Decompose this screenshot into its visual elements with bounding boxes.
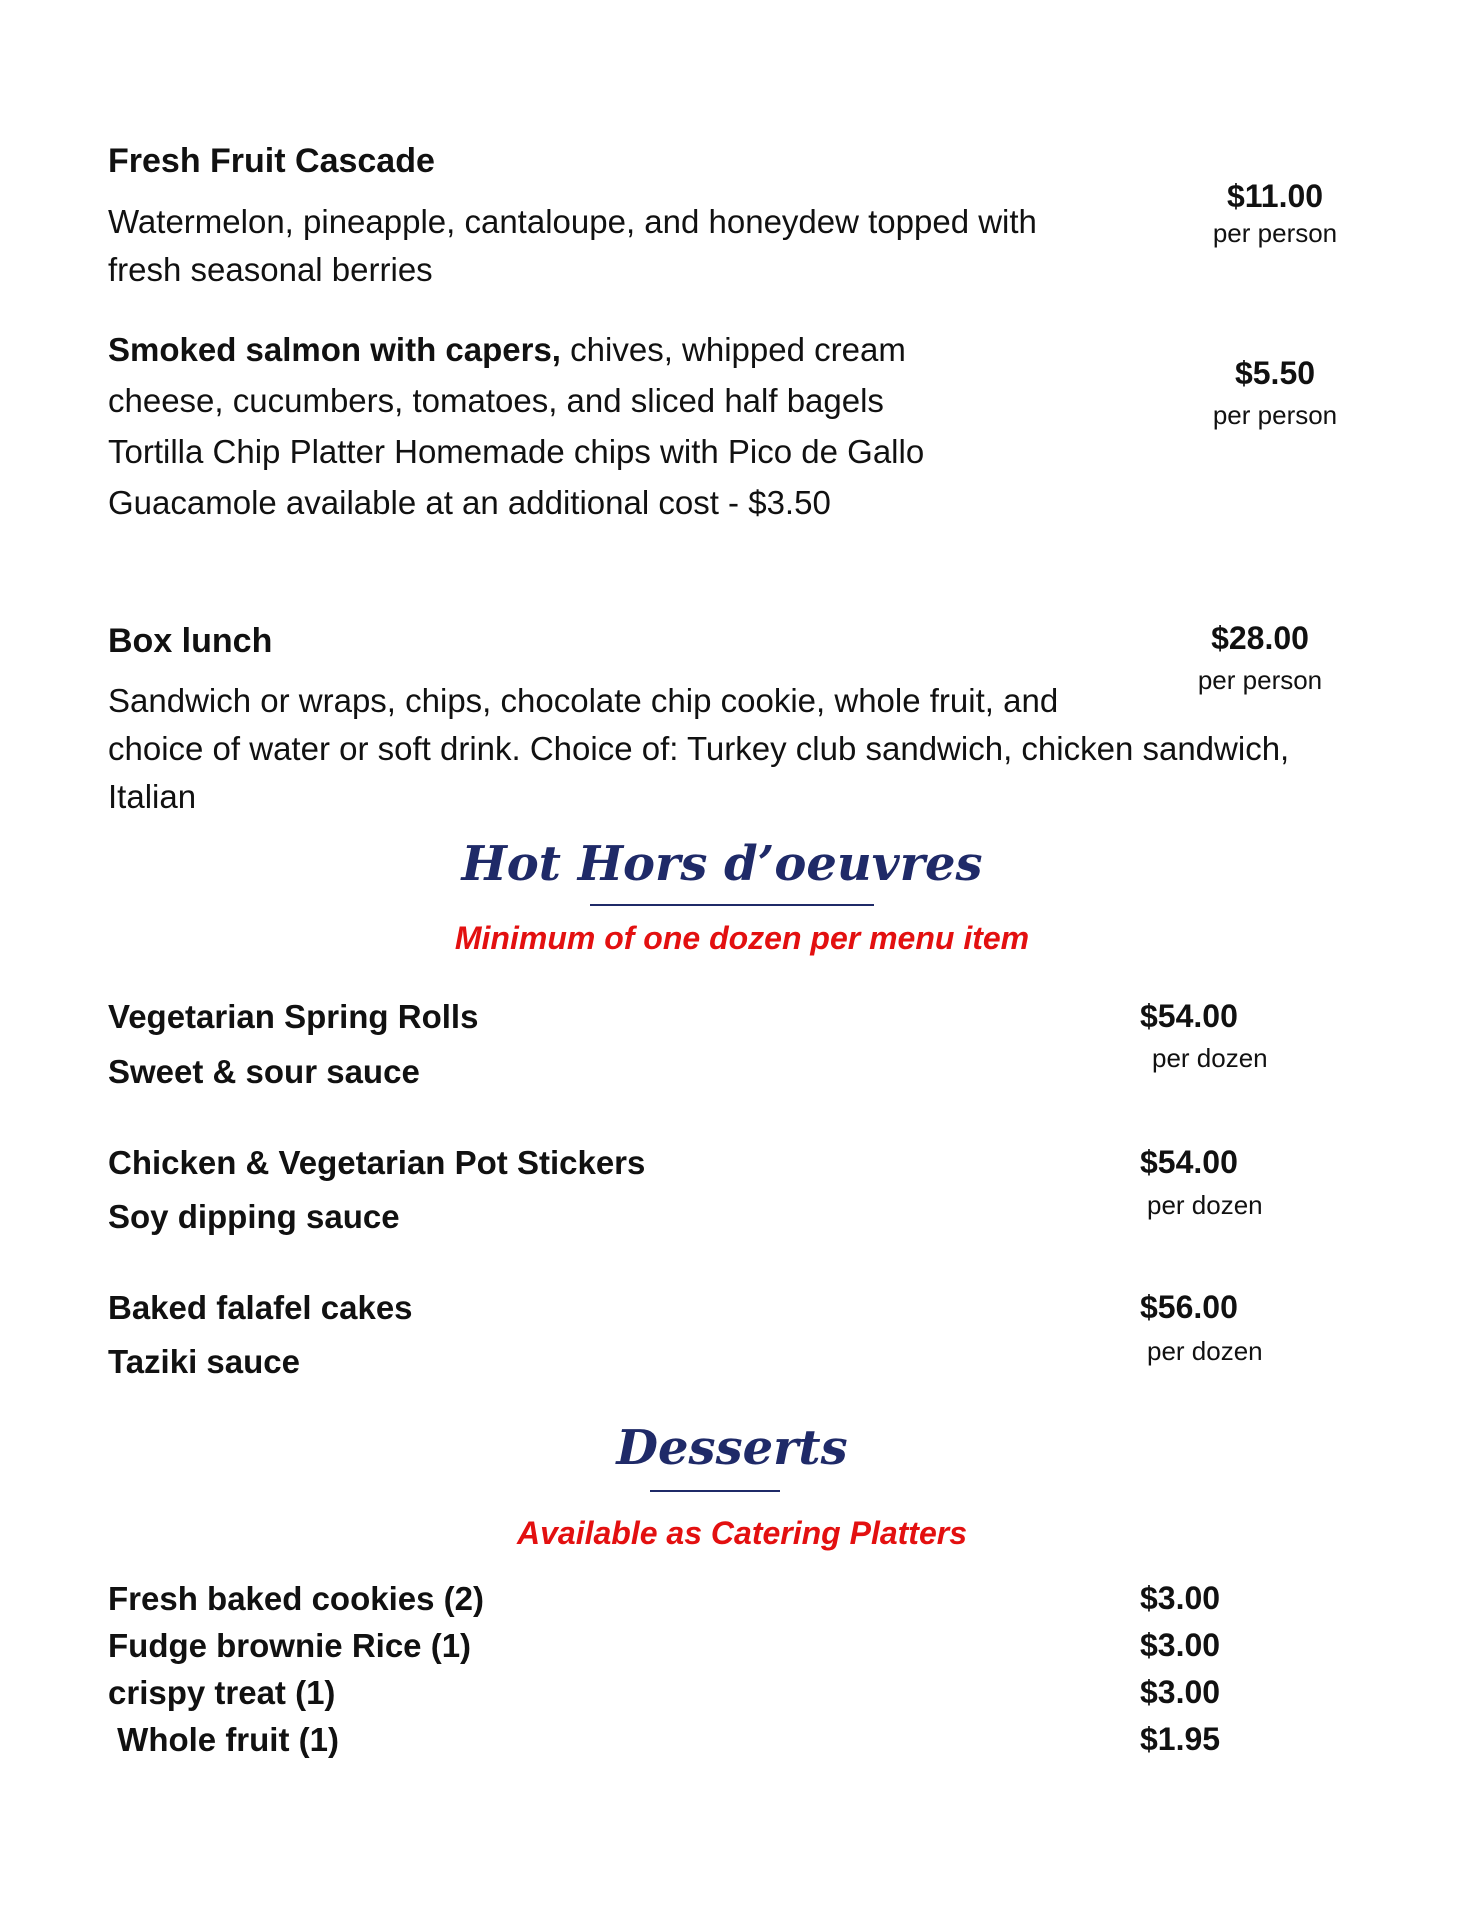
salmon-price: $5.50 (1234, 355, 1316, 391)
fruit-cascade-price: $11.00 (1226, 178, 1324, 214)
salmon-unit: per person (1212, 400, 1338, 430)
salmon-title: Smoked salmon with capers, (108, 331, 561, 368)
hot-item-1-name: Vegetarian Spring Rolls (108, 998, 479, 1035)
hot-item-1-sauce: Sweet & sour sauce (108, 1053, 420, 1090)
dessert-item-4-price: $1.95 (1140, 1721, 1221, 1757)
desserts-underline (650, 1490, 780, 1492)
box-lunch-line-1: Sandwich or wraps, chips, chocolate chip cookie, whole fruit, and (108, 682, 1059, 719)
hot-item-1-unit: per dozen (1152, 1043, 1268, 1073)
desserts-title: Desserts (616, 1420, 848, 1476)
hot-item-2-unit: per dozen (1147, 1190, 1263, 1220)
hot-section-title: Hot Hors d’oeuvres (461, 836, 983, 892)
hot-item-3-unit: per dozen (1147, 1336, 1263, 1366)
dessert-item-1-price: $3.00 (1140, 1580, 1221, 1616)
salmon-line-2: cheese, cucumbers, tomatoes, and sliced half bagels (108, 382, 884, 419)
hot-item-3-price: $56.00 (1140, 1289, 1238, 1325)
salmon-line-1 (108, 326, 906, 374)
hot-section-underline (590, 904, 874, 906)
hot-item-3-sauce: Taziki sauce (108, 1343, 300, 1380)
dessert-item-1-name: Fresh baked cookies (2) (108, 1580, 484, 1617)
fruit-cascade-desc-1: Watermelon, pineapple, cantaloupe, and honeydew topped with (108, 203, 1037, 240)
salmon-line-1-rest: chives, whipped cream (560, 331, 906, 368)
tortilla-line: Tortilla Chip Platter Homemade chips with Pico de Gallo (108, 433, 925, 470)
hot-item-2-price: $54.00 (1140, 1144, 1238, 1180)
dessert-item-3-price: $3.00 (1140, 1674, 1221, 1710)
box-lunch-unit: per person (1197, 665, 1323, 695)
box-lunch-line-3: Italian (108, 778, 197, 815)
fruit-cascade-desc-2: fresh seasonal berries (108, 251, 433, 288)
dessert-item-3-name: crispy treat (1) (108, 1674, 336, 1711)
hot-item-2-sauce: Soy dipping sauce (108, 1198, 400, 1235)
desserts-subtitle: Available as Catering Platters (517, 1515, 967, 1551)
hot-item-3-name: Baked falafel cakes (108, 1289, 413, 1326)
dessert-item-4-name: Whole fruit (1) (108, 1721, 339, 1758)
hot-item-1-price: $54.00 (1140, 998, 1238, 1034)
dessert-item-2-price: $3.00 (1140, 1627, 1221, 1663)
hot-section-subtitle: Minimum of one dozen per menu item (454, 920, 1030, 956)
box-lunch-price: $28.00 (1211, 620, 1309, 656)
box-lunch-title: Box lunch (108, 622, 273, 660)
fruit-cascade-unit: per person (1212, 218, 1338, 248)
box-lunch-line-2: choice of water or soft drink. Choice of: Turkey club sandwich, chicken sandwich, (108, 730, 1290, 767)
guacamole-line: Guacamole available at an additional cost - $3.50 (108, 484, 831, 521)
dessert-item-2-name: Fudge brownie Rice (1) (108, 1627, 472, 1664)
hot-item-2-name: Chicken & Vegetarian Pot Stickers (108, 1144, 646, 1181)
fruit-cascade-title: Fresh Fruit Cascade (108, 142, 435, 180)
